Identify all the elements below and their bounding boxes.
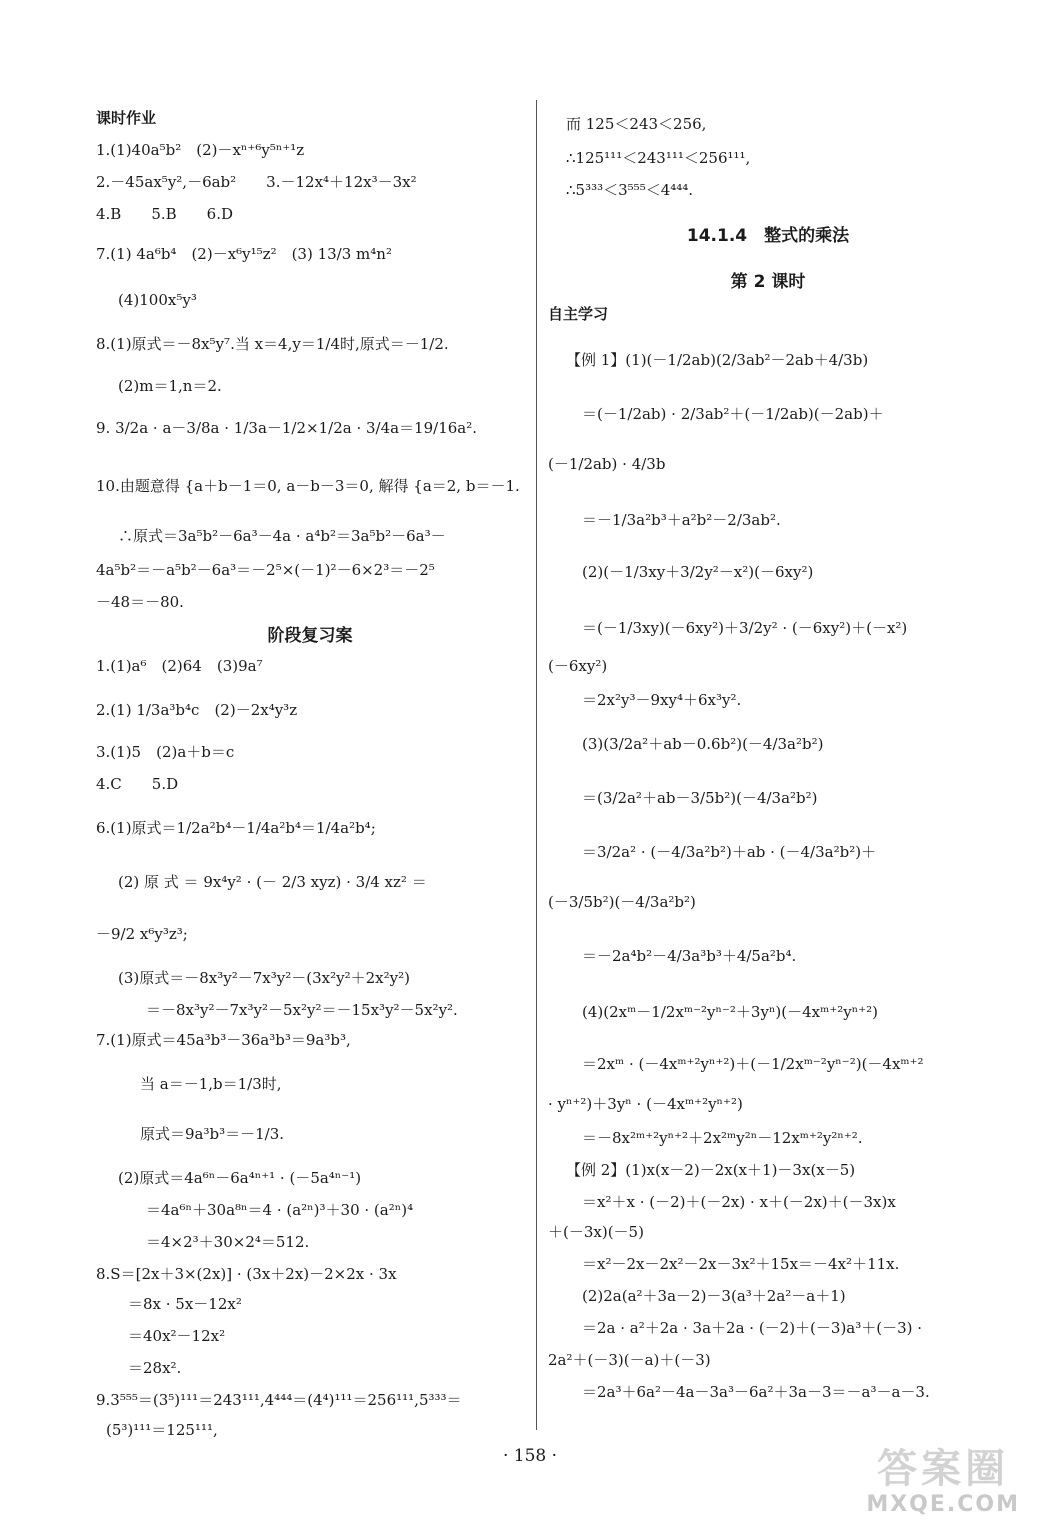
left-line: ＝－8x³y²－7x³y²－5x²y²＝－15x³y²－5x²y². [146, 1001, 458, 1019]
right-line: ＝2x²y³－9xy⁴＋6x³y². [582, 691, 742, 709]
left-line: ∴原式＝3a⁵b²－6a³－4a · a⁴b²＝3a⁵b²－6a³－ [118, 527, 446, 545]
right-line: (－1/2ab) · 4/3b [548, 455, 666, 473]
right-line: ＝2a · a²＋2a · 3a＋2a · (－2)＋(－3)a³＋(－3) · [582, 1319, 923, 1337]
left-line: ＝4a⁶ⁿ＋30a⁸ⁿ＝4 · (a²ⁿ)³＋30 · (a²ⁿ)⁴ [146, 1201, 414, 1219]
left-line: ＝40x²－12x² [128, 1327, 226, 1345]
right-line: (2)2a(a²＋3a－2)－3(a³＋2a²－a＋1) [582, 1287, 846, 1305]
left-line: (5³)¹¹¹＝125¹¹¹, [106, 1421, 218, 1439]
right-line: ∴5³³³＜3⁵⁵⁵＜4⁴⁴⁴. [566, 181, 694, 199]
right-line: (2)(－1/3xy＋3/2y²－x²)(－6xy²) [582, 563, 814, 581]
right-line: 【例 1】(1)(－1/2ab)(2/3ab²－2ab＋4/3b) [566, 351, 869, 369]
right-line: ＝－8x²ᵐ⁺²yⁿ⁺²＋2x²ᵐy²ⁿ－12xᵐ⁺²y²ⁿ⁺². [582, 1129, 863, 1147]
left-line: 1.(1)a⁶ (2)64 (3)9a⁷ [96, 657, 263, 675]
left-line: 4.C 5.D [96, 775, 179, 793]
left-line: 2.(1) 1/3a³b⁴c (2)－2x⁴y³z [96, 701, 298, 719]
column-divider [536, 100, 537, 1430]
left-line: 课时作业 [96, 109, 157, 127]
watermark-bottom: MXQE.COM [866, 1492, 1020, 1517]
right-line: (－6xy²) [548, 657, 608, 675]
right-line: (4)(2xᵐ－1/2xᵐ⁻²yⁿ⁻²＋3yⁿ)(－4xᵐ⁺²yⁿ⁺²) [582, 1003, 879, 1021]
right-line: 第 2 课时 [730, 272, 806, 292]
left-line: 8.S＝[2x＋3×(2x)] · (3x＋2x)－2×2x · 3x [96, 1265, 397, 1283]
right-line: (－3/5b²)(－4/3a²b²) [548, 893, 696, 911]
right-line: ∴125¹¹¹＜243¹¹¹＜256¹¹¹, [566, 149, 751, 167]
left-line: (2)原式＝4a⁶ⁿ－6a⁴ⁿ⁺¹ · (－5a⁴ⁿ⁻¹) [118, 1169, 362, 1187]
left-line: 4a⁵b²＝－a⁵b²－6a³＝－2⁵×(－1)²－6×2³＝－2⁵ [96, 561, 435, 579]
left-line: 3.(1)5 (2)a＋b＝c [96, 743, 235, 761]
right-line: ＝(3/2a²＋ab－3/5b²)(－4/3a²b²) [582, 789, 818, 807]
right-line: ＝(－1/3xy)(－6xy²)＋3/2y² · (－6xy²)＋(－x²) [582, 619, 908, 637]
right-line: ＝2xᵐ · (－4xᵐ⁺²yⁿ⁺²)＋(－1/2xᵐ⁻²yⁿ⁻²)(－4xᵐ⁺² [582, 1055, 924, 1073]
page-number: · 158 · [502, 1446, 558, 1466]
left-line: 1.(1)40a⁵b² (2)－xⁿ⁺⁶y⁵ⁿ⁺¹z [96, 141, 305, 159]
right-line: ＝x²－2x－2x²－2x－3x²＋15x＝－4x²＋11x. [582, 1255, 900, 1273]
left-line: 10.由题意得 {a＋b－1＝0, a－b－3＝0, 解得 {a＝2, b＝－1. [96, 477, 520, 495]
left-line: 9. 3/2a · a－3/8a · 1/3a－1/2×1/2a · 3/4a＝19/16a². [96, 419, 478, 437]
right-line: 14.1.4 整式的乘法 [686, 226, 850, 246]
left-line: ＝8x · 5x－12x² [128, 1295, 242, 1313]
left-line: 8.(1)原式＝－8x⁵y⁷.当 x＝4,y＝1/4时,原式＝－1/2. [96, 335, 449, 353]
left-line: ＝4×2³＋30×2⁴＝512. [146, 1233, 310, 1251]
watermark-logo [866, 1446, 1020, 1518]
left-line: 7.(1) 4a⁶b⁴ (2)－x⁶y¹⁵z² (3) 13/3 m⁴n² [96, 245, 392, 263]
right-line: 2a²＋(－3)(－a)＋(－3) [548, 1351, 711, 1369]
right-line: 自主学习 [548, 305, 609, 323]
left-line: 阶段复习案 [267, 626, 353, 646]
left-line: (2)m＝1,n＝2. [118, 377, 222, 395]
right-line: ＝－1/3a²b³＋a²b²－2/3ab². [582, 511, 781, 529]
right-line: ＝x²＋x · (－2)＋(－2x) · x＋(－2x)＋(－3x)x [582, 1193, 896, 1211]
left-line: 当 a＝－1,b＝1/3时, [140, 1075, 282, 1093]
left-line: 6.(1)原式＝1/2a²b⁴－1/4a²b⁴＝1/4a²b⁴; [96, 819, 376, 837]
left-line: (4)100x⁵y³ [118, 291, 197, 309]
left-line: －48＝－80. [96, 593, 184, 611]
right-line: ＝(－1/2ab) · 2/3ab²＋(－1/2ab)(－2ab)＋ [582, 405, 884, 423]
right-line: 【例 2】(1)x(x－2)－2x(x＋1)－3x(x－5) [566, 1161, 856, 1179]
left-line: (3)原式＝－8x³y²－7x³y²－(3x²y²＋2x²y²) [118, 969, 410, 987]
right-line: (3)(3/2a²＋ab－0.6b²)(－4/3a²b²) [582, 735, 824, 753]
right-line: ＝3/2a² · (－4/3a²b²)＋ab · (－4/3a²b²)＋ [582, 843, 877, 861]
left-line: 7.(1)原式＝45a³b³－36a³b³＝9a³b³, [96, 1031, 351, 1049]
left-line: 9.3⁵⁵⁵＝(3⁵)¹¹¹＝243¹¹¹,4⁴⁴⁴＝(4⁴)¹¹¹＝256¹¹¹,5³³³＝ [96, 1391, 462, 1409]
watermark-top: 答案圈 [877, 1446, 1010, 1492]
left-line: 2.－45ax⁵y²,－6ab² 3.－12x⁴＋12x³－3x² [96, 173, 417, 191]
right-line: ＝－2a⁴b²－4/3a³b³＋4/5a²b⁴. [582, 947, 797, 965]
left-line: －9/2 x⁶y³z³; [96, 925, 188, 943]
left-line: ＝28x². [128, 1359, 182, 1377]
left-line: (2) 原 式 ＝ 9x⁴y² · (－ 2/3 xyz) · 3/4 xz² ＝ [118, 873, 427, 891]
right-line: 而 125＜243＜256, [566, 115, 707, 133]
right-line: ＝2a³＋6a²－4a－3a³－6a²＋3a－3＝－a³－a－3. [582, 1383, 930, 1401]
left-line: 原式＝9a³b³＝－1/3. [140, 1125, 285, 1143]
right-line: ＋(－3x)(－5) [548, 1223, 644, 1241]
right-line: · yⁿ⁺²)＋3yⁿ · (－4xᵐ⁺²yⁿ⁺²) [548, 1095, 743, 1113]
left-line: 4.B 5.B 6.D [96, 205, 234, 223]
